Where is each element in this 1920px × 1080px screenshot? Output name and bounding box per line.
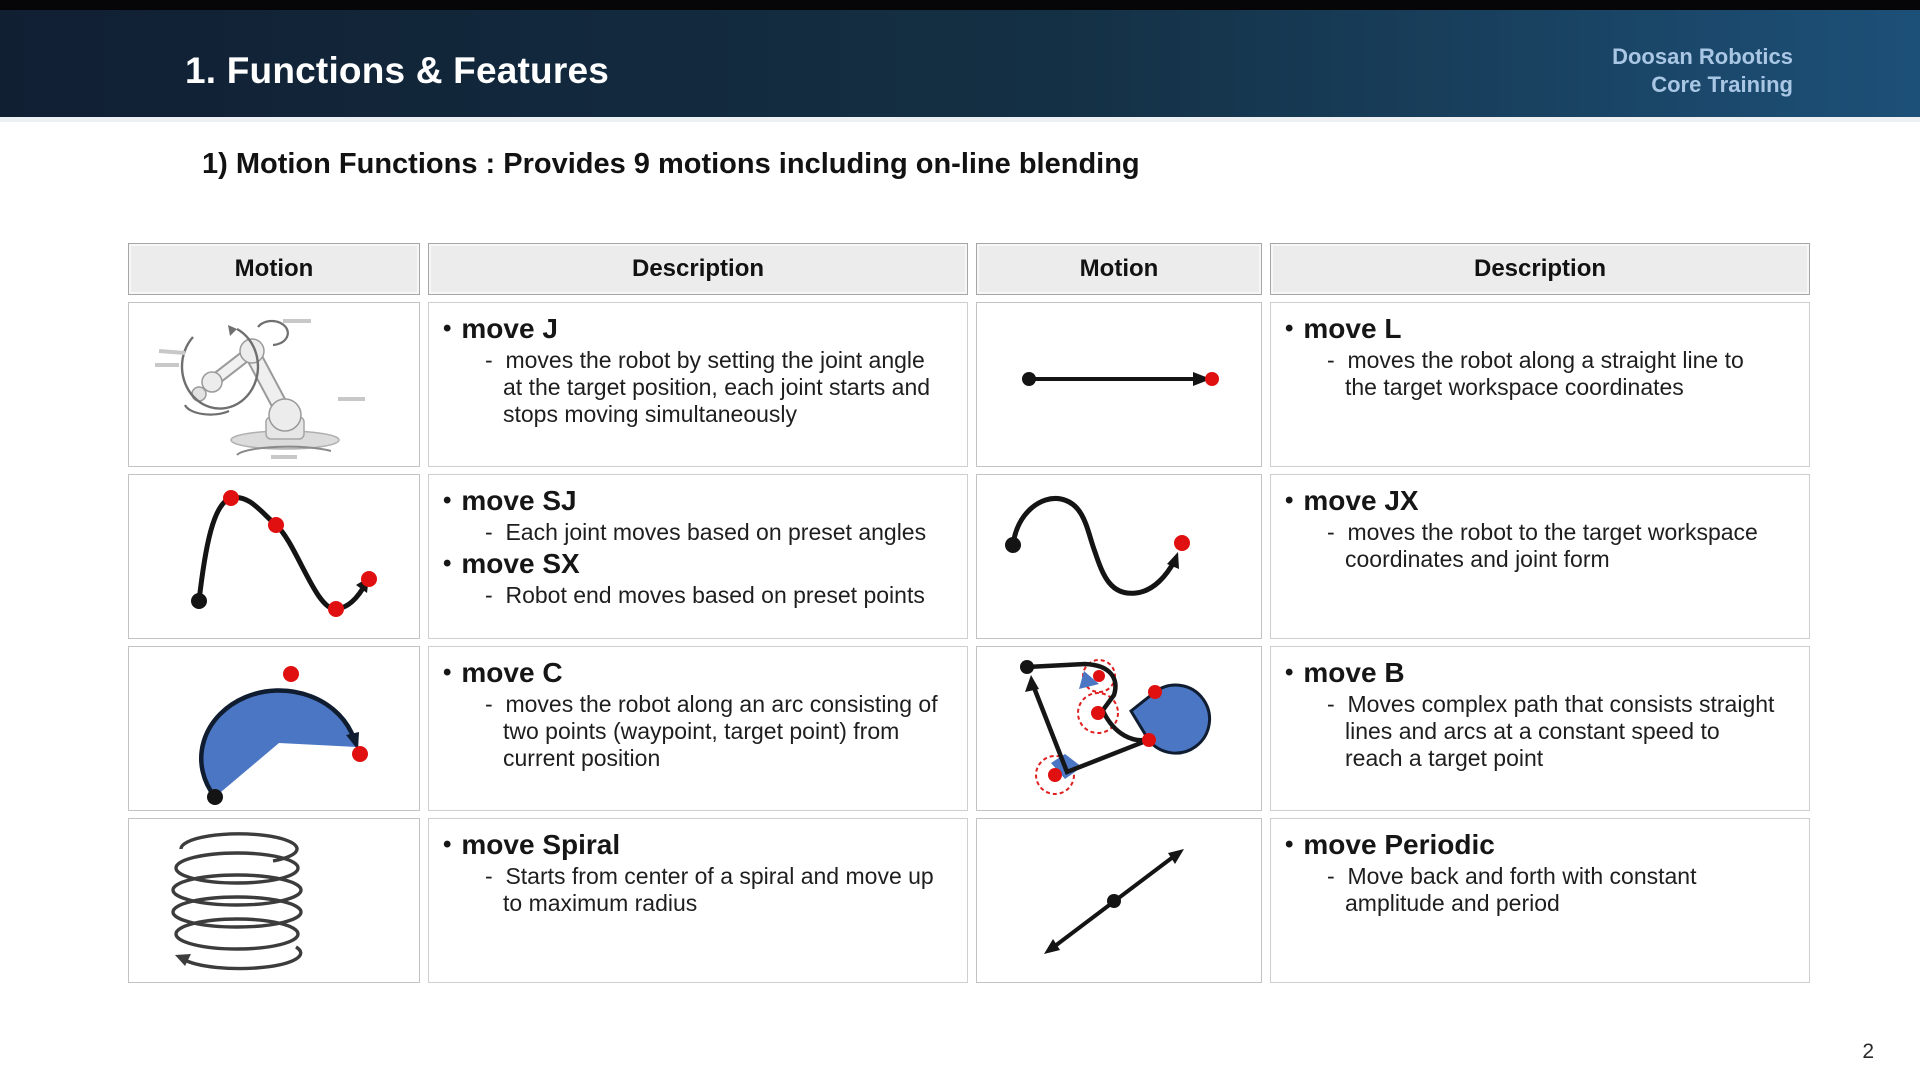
move-desc: - moves the robot to the target workspace coordinates and joint form	[1285, 519, 1781, 573]
s-curve-diagram-icon	[981, 479, 1257, 634]
move-desc: - moves the robot along a straight line to the target workspace coordinates	[1285, 347, 1781, 401]
move-desc: - Move back and forth with constant amplitude and period	[1285, 863, 1781, 917]
top-black-strip	[0, 0, 1920, 10]
motion-cell-move-periodic	[976, 818, 1262, 983]
motion-cell-move-sj-sx	[128, 474, 420, 639]
motion-cell-move-jx	[976, 474, 1262, 639]
desc-cell-move-j	[428, 302, 968, 467]
move-name: • move SJ	[443, 483, 939, 518]
double-arrow-diagram-icon	[981, 823, 1257, 978]
move-name: • move SX	[443, 546, 939, 581]
move-desc: - Each joint moves based on preset angles	[443, 519, 939, 546]
motion-cell-move-j	[128, 302, 420, 467]
column-header-description-1: Description	[428, 243, 968, 295]
move-name: • move JX	[1285, 483, 1781, 518]
blended-path-diagram-icon	[981, 651, 1257, 806]
brand-text	[1612, 43, 1793, 98]
spiral-diagram-icon	[133, 823, 415, 978]
desc-cell-move-sj-sx	[428, 474, 968, 639]
page-number: 2	[1862, 1040, 1874, 1063]
motion-cell-move-c	[128, 646, 420, 811]
move-desc: - Moves complex path that consists straight lines and arcs at a constant speed to reach a target point	[1285, 691, 1781, 772]
move-name: • move Spiral	[443, 827, 939, 862]
desc-cell-move-jx	[1270, 474, 1810, 639]
page-title: 1. Functions & Features	[185, 49, 610, 91]
move-desc: - moves the robot along an arc consisting of two points (waypoint, target point) from current position	[443, 691, 939, 772]
desc-cell-move-b	[1270, 646, 1810, 811]
brand-line2: Core Training	[1651, 71, 1793, 97]
desc-cell-move-c	[428, 646, 968, 811]
move-desc: - Robot end moves based on preset points	[443, 582, 939, 609]
motion-functions-table	[128, 243, 1810, 983]
robot-arm-diagram-icon	[133, 307, 415, 462]
move-desc: - Starts from center of a spiral and move up to maximum radius	[443, 863, 939, 917]
slide-subtitle: 1) Motion Functions : Provides 9 motions including on-line blending	[202, 148, 1140, 180]
slide-header	[0, 10, 1920, 122]
desc-cell-move-l	[1270, 302, 1810, 467]
straight-line-diagram-icon	[981, 307, 1257, 462]
move-name: • move Periodic	[1285, 827, 1781, 862]
brand-line1: Doosan Robotics	[1612, 44, 1793, 69]
column-header-motion-1: Motion	[128, 243, 420, 295]
arc-sector-diagram-icon	[133, 651, 415, 806]
move-name: • move B	[1285, 655, 1781, 690]
move-name: • move L	[1285, 311, 1781, 346]
spline-curve-diagram-icon	[133, 479, 415, 634]
move-name: • move C	[443, 655, 939, 690]
motion-cell-move-l	[976, 302, 1262, 467]
move-name: • move J	[443, 311, 939, 346]
desc-cell-move-periodic	[1270, 818, 1810, 983]
desc-cell-move-spiral	[428, 818, 968, 983]
motion-cell-move-b	[976, 646, 1262, 811]
column-header-motion-2: Motion	[976, 243, 1262, 295]
column-header-description-2: Description	[1270, 243, 1810, 295]
motion-cell-move-spiral	[128, 818, 420, 983]
move-desc: - moves the robot by setting the joint angle at the target position, each joint starts and stops moving simultaneously	[443, 347, 939, 428]
